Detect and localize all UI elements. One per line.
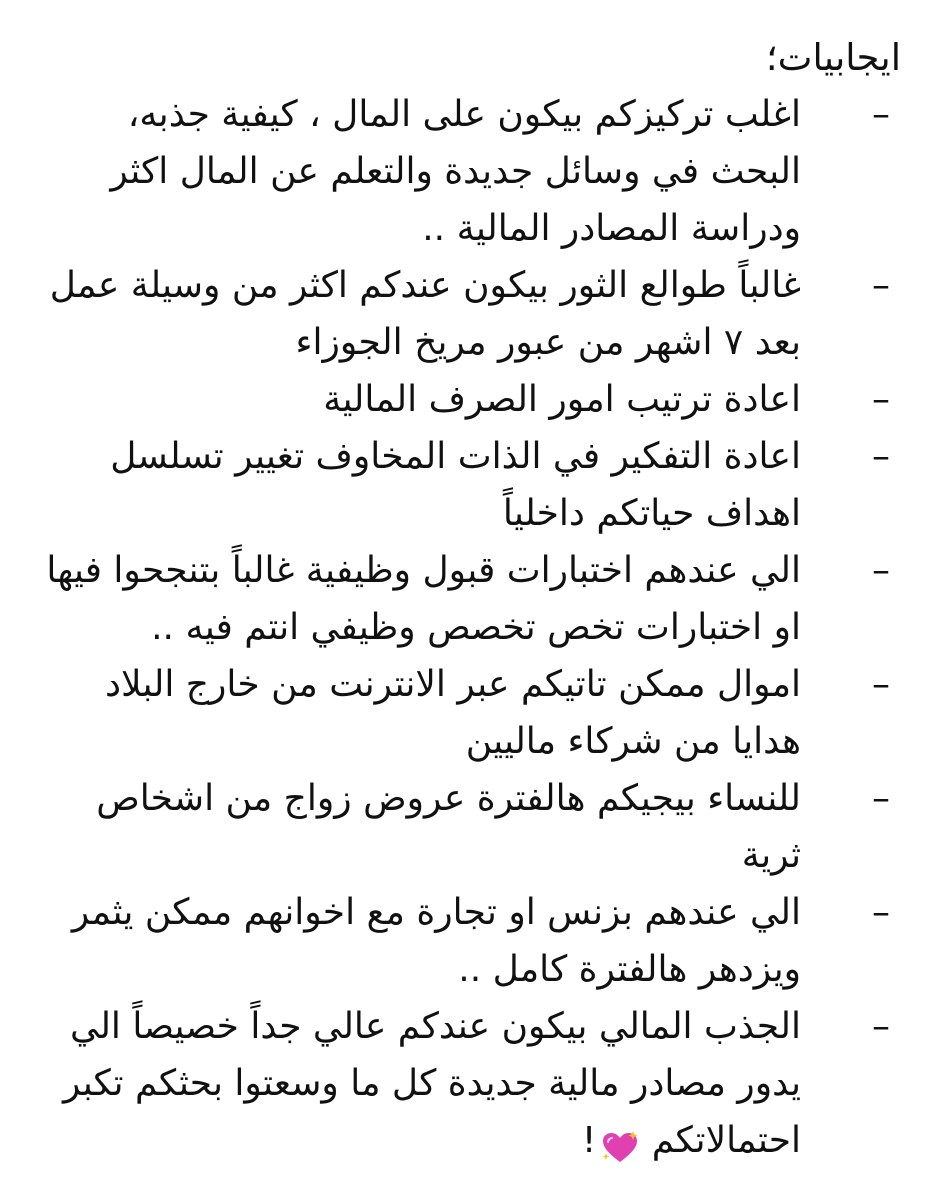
list-item-text: للنساء بيجيكم هالفترة عروض زواج من اشخاص ثرية [96, 778, 801, 876]
list-item-text: الي عندهم اختبارات قبول وظيفية غالباً بتنجحوا فيها او اختبارات تخص تخصص وظيفي انتم فيه .. [46, 550, 801, 648]
list-item [40, 86, 911, 257]
bullet-dash: – [872, 265, 890, 306]
list-item-text: اغلب تركيزكم بيكون على المال ، كيفية جذبه، البحث في وسائل جديدة والتعلم عن المال اكثر ودراسة المصادر المالية .. [110, 94, 801, 249]
list-item-text: الي عندهم بزنس او تجارة مع اخوانهم ممكن يثمر ويزدهر هالفترة كامل .. [71, 892, 801, 990]
list-item-suffix: ! [581, 1120, 597, 1161]
list-item [40, 428, 911, 542]
bullet-dash: – [872, 892, 890, 933]
bullet-dash: – [872, 664, 890, 705]
bullet-dash: – [872, 436, 890, 477]
bullet-dash: – [872, 778, 890, 819]
list-item [40, 770, 911, 884]
document [40, 30, 911, 1169]
positives-list [40, 86, 911, 1169]
bullet-dash: – [872, 1006, 890, 1047]
list-item [40, 542, 911, 656]
list-item-text: اموال ممكن تاتيكم عبر الانترنت من خارج البلاد هدايا من شركاء ماليين [105, 664, 801, 762]
section-heading: ايجابيات؛ [765, 36, 901, 79]
list-item [40, 998, 911, 1169]
list-item-text: الجذب المالي بيكون عندكم عالي جداً خصيصاً الي يدور مصادر مالية جديدة كل ما وسعتوا بحثكم تكبر احتمالاتكم [62, 1006, 801, 1161]
bullet-dash: – [872, 379, 890, 420]
list-item-text: اعادة ترتيب امور الصرف المالية [323, 379, 801, 420]
list-item [40, 656, 911, 770]
sparkling-heart-icon [600, 1125, 640, 1159]
bullet-dash: – [872, 94, 890, 135]
list-item [40, 884, 911, 998]
bullet-dash: – [872, 550, 890, 591]
list-item [40, 371, 911, 428]
list-item [40, 257, 911, 371]
list-item-text: اعادة التفكير في الذات المخاوف تغيير تسلسل اهداف حياتكم داخلياً [110, 436, 801, 534]
list-item-text: غالباً طوالع الثور بيكون عندكم اكثر من وسيلة عمل بعد ٧ اشهر من عبور مريخ الجوزاء [49, 265, 801, 363]
